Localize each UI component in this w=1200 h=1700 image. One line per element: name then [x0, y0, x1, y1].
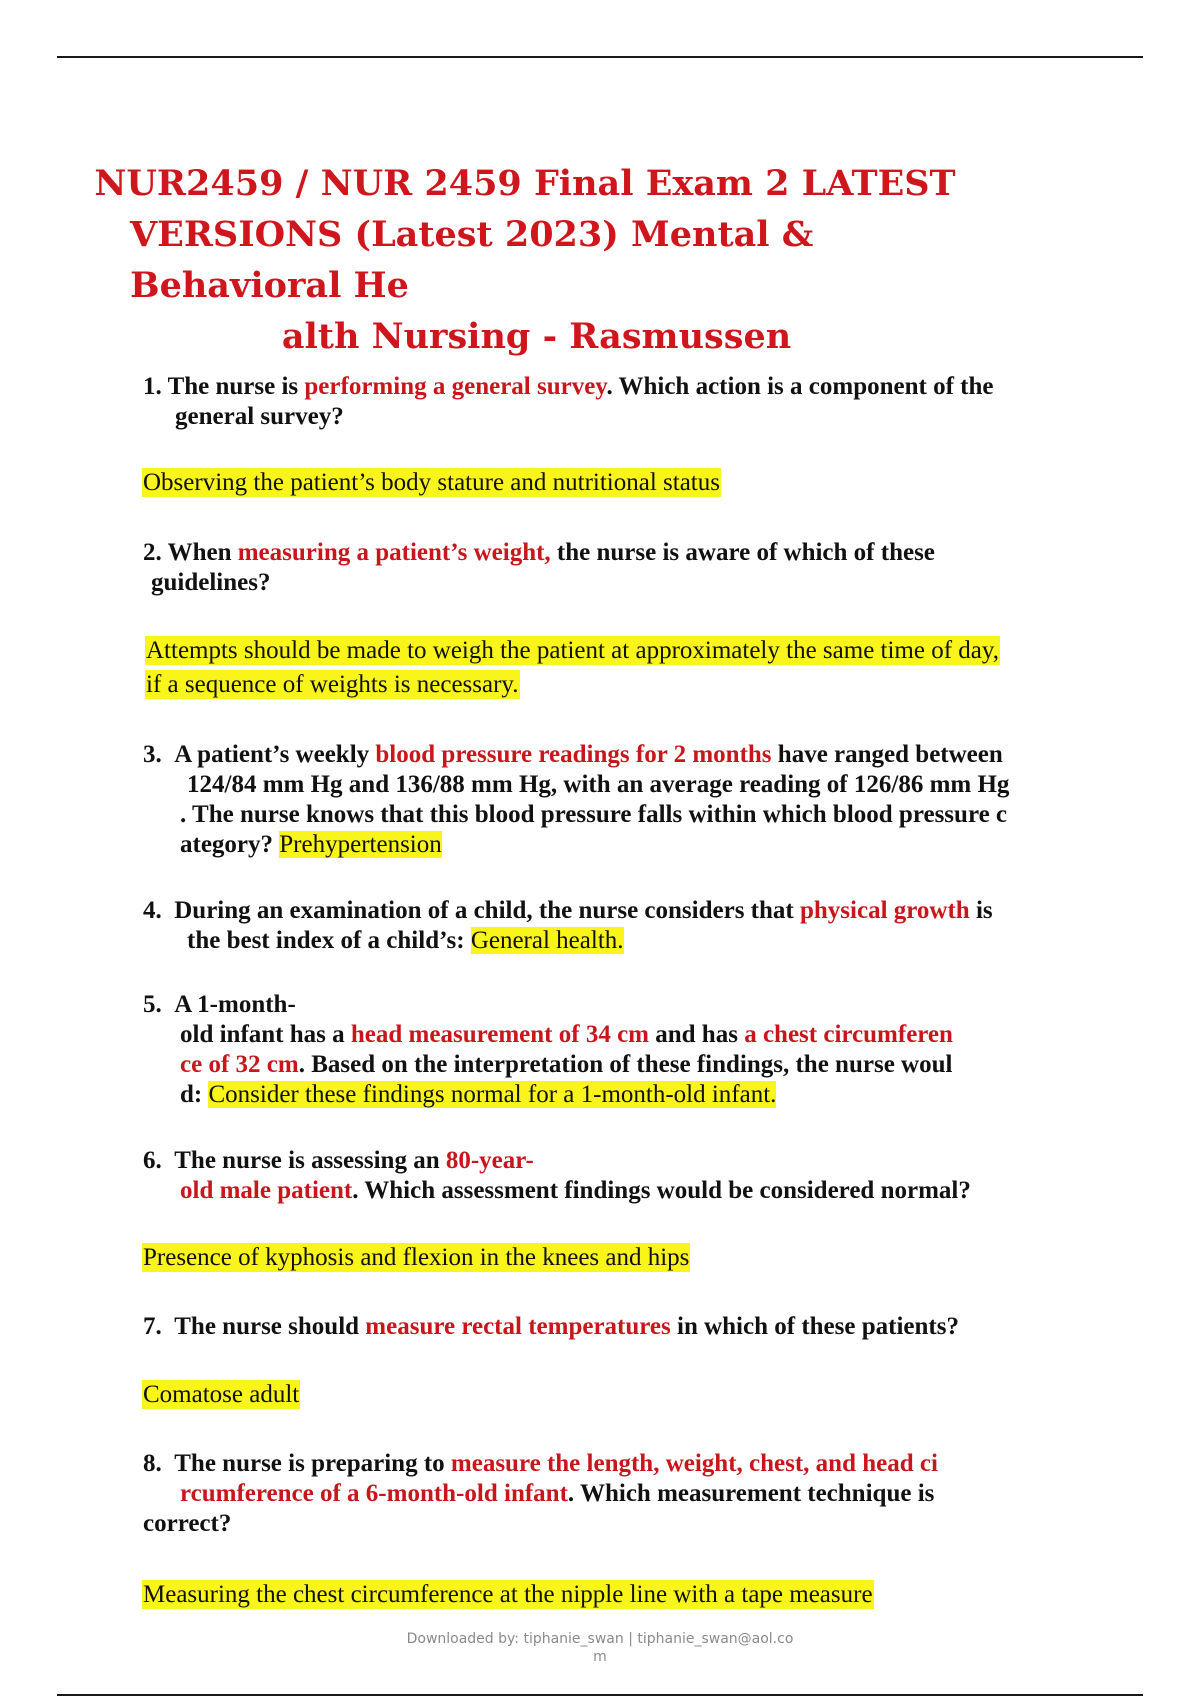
question-7: 7. The nurse should measure rectal temperatures in which of these patients? [143, 1313, 959, 1340]
highlighted-answer: if a sequence of weights is necessary. [146, 671, 519, 698]
highlighted-answer: Prehypertension [279, 831, 442, 858]
question-number: 1. [143, 373, 162, 400]
question-number: 6. [143, 1147, 162, 1174]
document-title [94, 158, 1000, 362]
answer-7 [142, 1378, 300, 1412]
title-line-1: NUR2459 / NUR 2459 Final Exam 2 LATEST [94, 163, 956, 204]
key-phrase: blood pressure readings for 2 months [375, 741, 772, 768]
title-line-3: alth Nursing - Rasmussen [281, 316, 792, 357]
highlighted-answer: Presence of kyphosis and flexion in the knees and hips [143, 1244, 690, 1271]
question-3: 3. A patient’s weekly blood pressure readings for 2 months have ranged between 124/84 mm Hg and 136/88 mm Hg, with an average reading of 126/86 mm Hg . The nurse knows that this blood pressure falls within which blood pressure c ategory? Prehypertension [143, 741, 1010, 858]
key-phrase: old male patient [180, 1177, 353, 1204]
answer-2 [145, 634, 1000, 702]
bottom-rule [57, 1694, 1143, 1696]
question-1: 1. The nurse is performing a general survey. Which action is a component of the general survey? [143, 373, 994, 430]
key-phrase: measure the length, weight, chest, and head ci [450, 1450, 938, 1477]
highlighted-answer: Attempts should be made to weigh the patient at approximately the same time of day, [146, 637, 1000, 664]
title-line-2: VERSIONS (Latest 2023) Mental & Behavioral He [130, 214, 814, 306]
key-phrase: head measurement of 34 cm [350, 1021, 649, 1048]
top-rule [57, 56, 1143, 58]
download-footer [0, 1630, 1200, 1666]
key-phrase: rcumference of a 6-month-old infant [180, 1480, 568, 1507]
footer-line-2: m [593, 1649, 607, 1665]
question-5: 5. A 1-month- old infant has a head measurement of 34 cm and has a chest circumferen ce of 32 cm. Based on the interpretation of these findings, the nurse woul d: Consider these findings normal for a 1-month-old infant. [143, 991, 953, 1108]
question-4: 4. During an examination of a child, the nurse considers that physical growth is the best index of a child’s: General health. [143, 897, 993, 954]
answer-8 [142, 1578, 874, 1612]
key-phrase: measure rectal temperatures [365, 1313, 671, 1340]
question-8: 8. The nurse is preparing to measure the length, weight, chest, and head ci rcumference of a 6-month-old infant. Which measurement technique is correct? [143, 1450, 938, 1537]
highlighted-answer: General health. [470, 927, 624, 954]
question-number: 4. [143, 897, 162, 924]
question-number: 2. [143, 539, 162, 566]
highlighted-answer: Measuring the chest circumference at the nipple line with a tape measure [143, 1581, 873, 1608]
key-phrase: measuring a patient’s weight, [237, 539, 551, 566]
key-phrase: physical growth [799, 897, 970, 924]
key-phrase: a chest circumferen [744, 1021, 953, 1048]
question-number: 8. [143, 1450, 162, 1477]
key-phrase: 80-year- [445, 1147, 534, 1174]
question-6: 6. The nurse is assessing an 80-year- old male patient. Which assessment findings would be considered normal? [143, 1147, 971, 1204]
key-phrase: ce of 32 cm [180, 1051, 299, 1078]
key-phrase: performing a general survey [304, 373, 607, 400]
highlighted-answer: Observing the patient’s body stature and nutritional status [143, 469, 720, 496]
question-number: 7. [143, 1313, 162, 1340]
question-number: 3. [143, 741, 162, 768]
answer-6 [142, 1241, 690, 1275]
answer-1 [142, 466, 721, 500]
highlighted-answer: Comatose adult [143, 1381, 300, 1408]
footer-line-1: Downloaded by: tiphanie_swan | tiphanie_swan@aol.co [406, 1631, 794, 1647]
highlighted-answer: Consider these findings normal for a 1-month-old infant. [208, 1081, 777, 1108]
question-2: 2. When measuring a patient’s weight, the nurse is aware of which of these guidelines? [143, 539, 935, 596]
question-number: 5. [143, 991, 162, 1018]
